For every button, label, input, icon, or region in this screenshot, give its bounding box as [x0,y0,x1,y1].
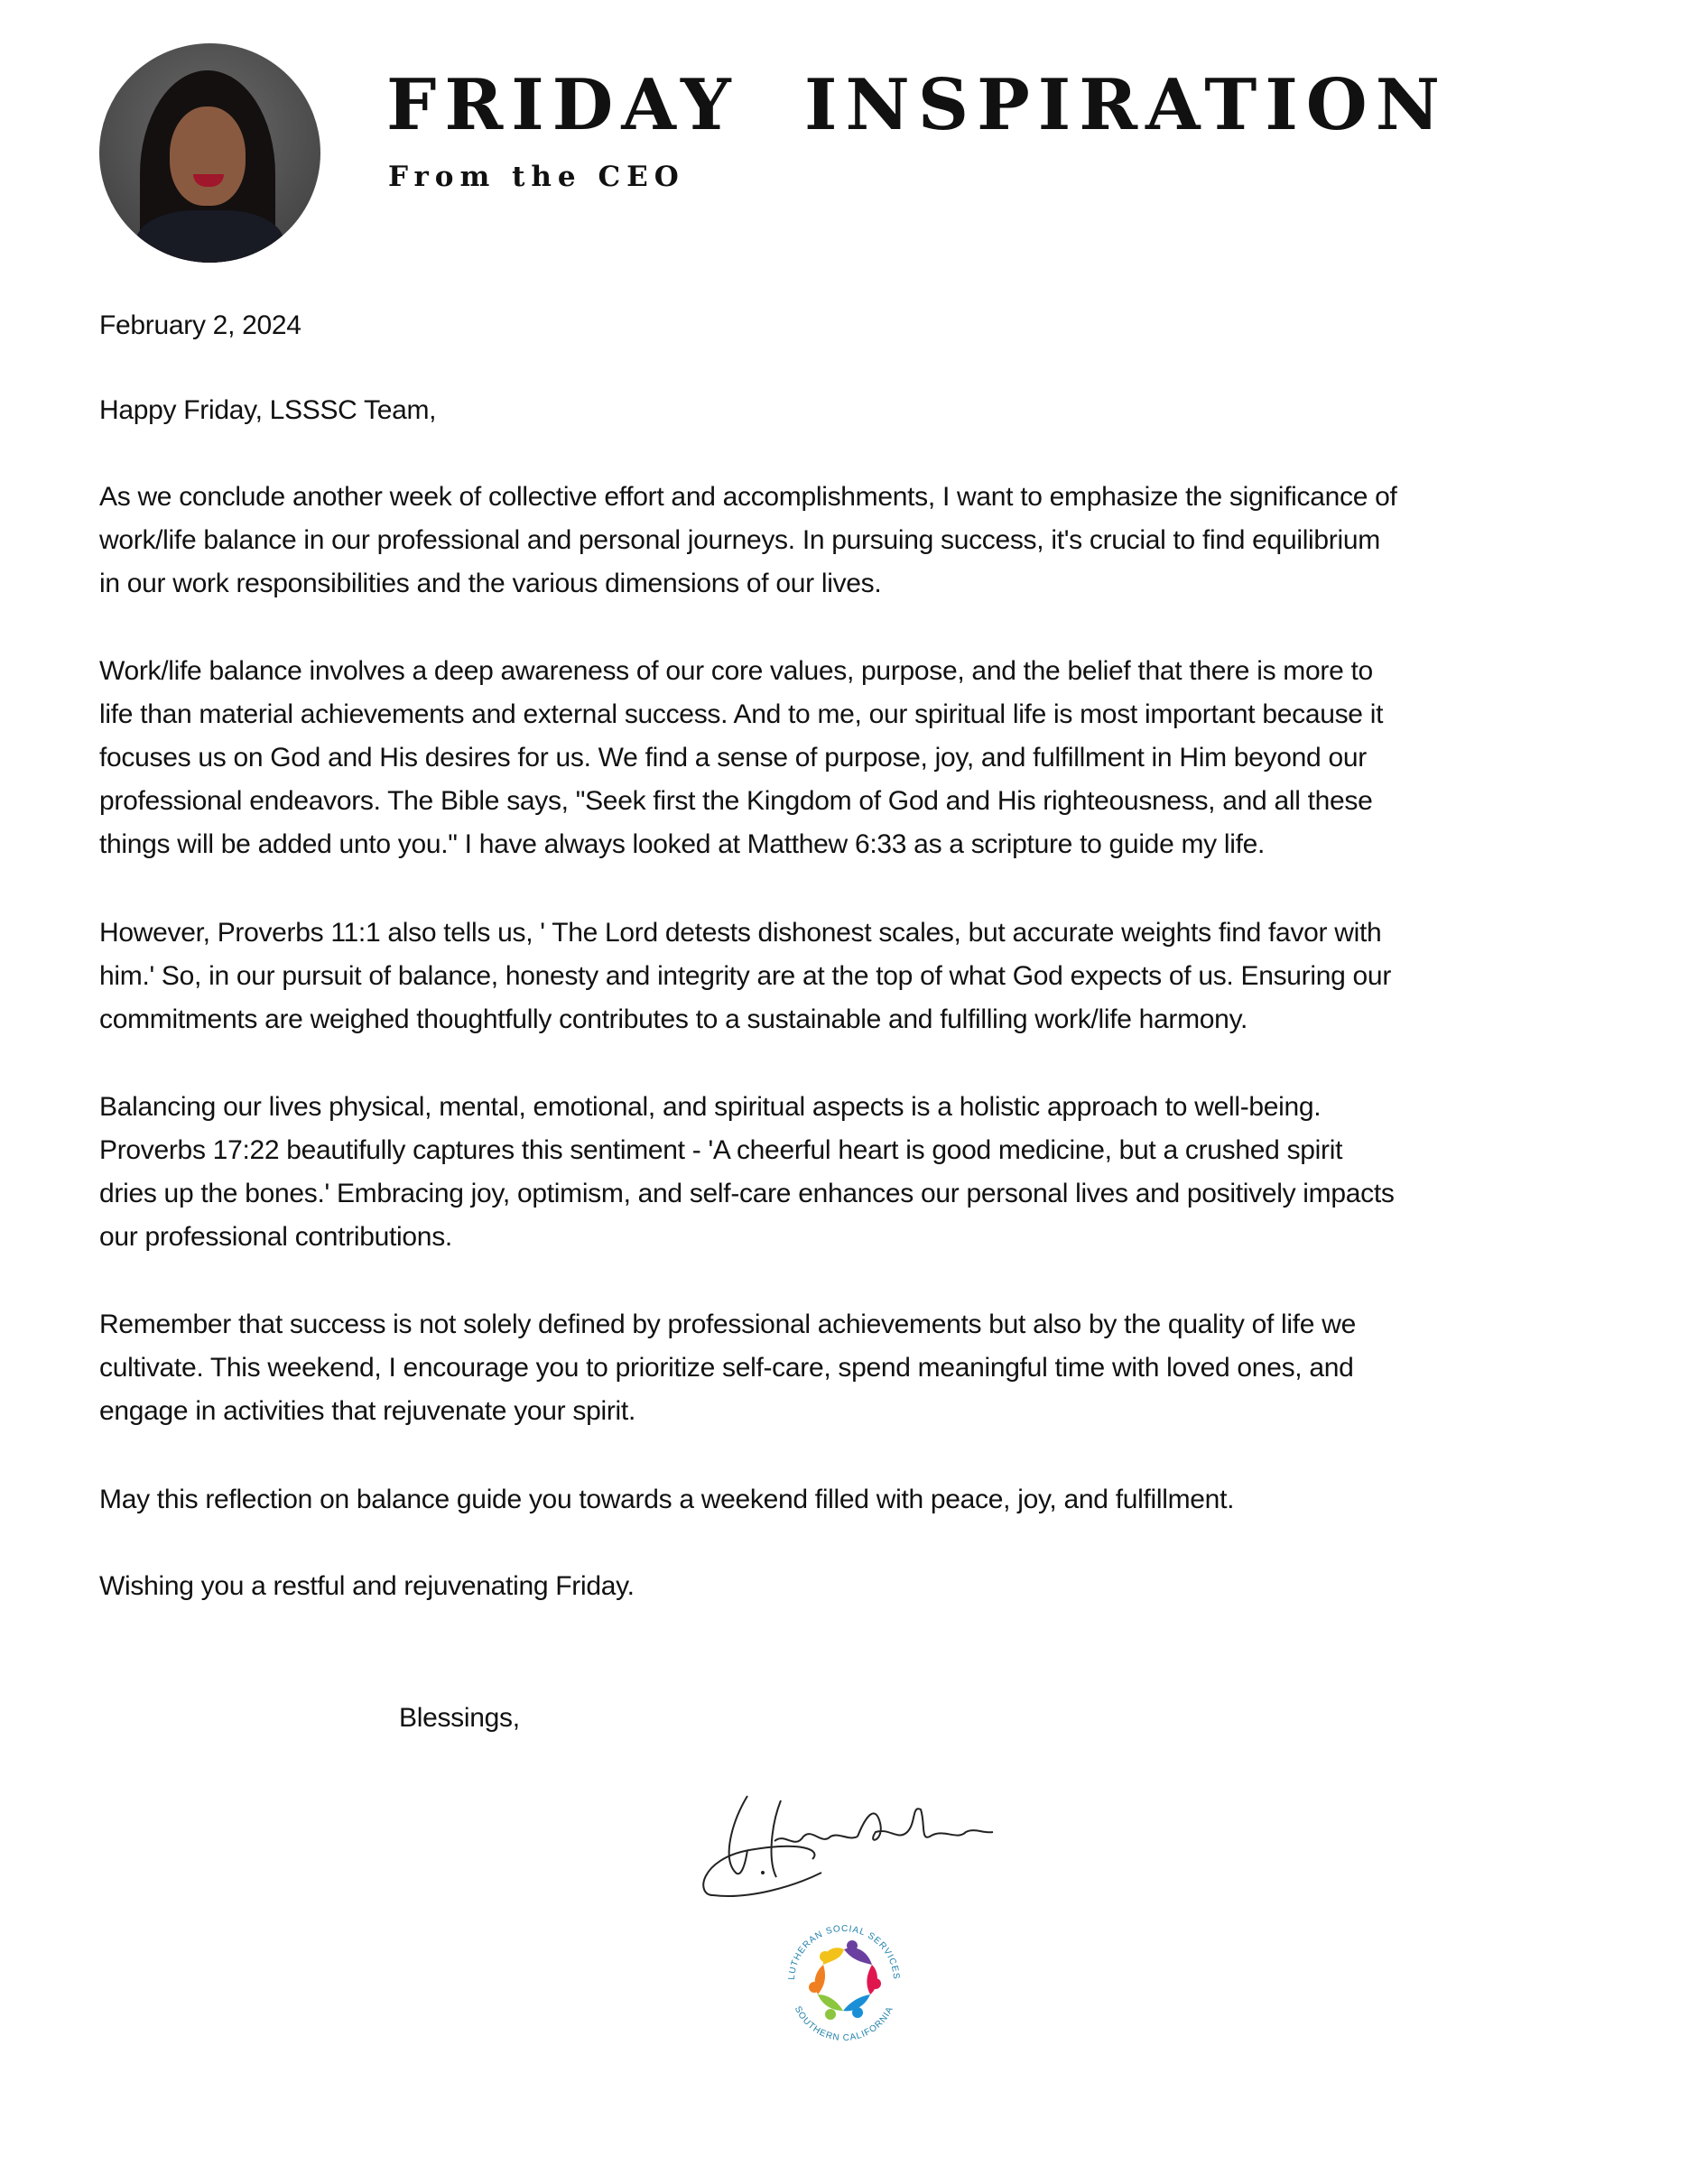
text-line: commitments are weighed thoughtfully contributes to a sustainable and fulfilling work/life harmony. [99,1004,1248,1034]
paragraph-5 [99,1303,1356,1433]
lutheran-social-services-logo [778,1915,910,2047]
text-line: our professional contributions. [99,1222,452,1252]
paragraph-4 [99,1086,1395,1259]
paragraph-3 [99,912,1391,1041]
text-line: cultivate. This weekend, I encourage you to prioritize self-care, spend meaningful time with loved ones, and [99,1353,1354,1383]
signature [695,1787,1002,1909]
letter-date: February 2, 2024 [99,310,301,340]
text-line: However, Proverbs 11:1 also tells us, ' The Lord detests dishonest scales, but accurate weights find favor with [99,918,1382,948]
text-line: engage in activities that rejuvenate your spirit. [99,1396,635,1426]
text-line: life than material achievements and external success. And to me, our spiritual life is most important because it [99,699,1384,729]
page-subtitle: From the CEO [388,161,685,193]
text-line: him.' So, in our pursuit of balance, honesty and integrity are at the top of what God expects of us. Ensuring our [99,961,1392,991]
photo-face [170,106,246,206]
ceo-photo [99,43,320,263]
letter-closing: Blessings, [399,1703,520,1733]
text-line: in our work responsibilities and the various dimensions of our lives. [99,569,882,598]
paragraph-6 [99,1478,1234,1522]
text-line: Remember that success is not solely defined by professional achievements but also by the quality of life we [99,1309,1356,1339]
text-line: May this reflection on balance guide you towards a weekend filled with peace, joy, and fulfillment. [99,1485,1235,1514]
text-line: professional endeavors. The Bible says, "Seek first the Kingdom of God and His righteousness, and all these [99,786,1373,816]
text-line: focuses us on God and His desires for us. We find a sense of purpose, joy, and fulfillment in Him beyond our [99,743,1367,773]
paragraph-7 [99,1565,635,1608]
logo-text-top: LUTHERAN SOCIAL SERVICES [786,1923,902,1981]
text-line: Proverbs 17:22 beautifully captures this sentiment - 'A cheerful heart is good medicine, but a crushed spirit [99,1135,1343,1165]
letter-greeting: Happy Friday, LSSSC Team, [99,395,437,425]
logo-text-bottom: SOUTHERN CALIFORNIA [792,2004,896,2044]
page-title: FRIDAY INSPIRATION [386,64,1449,146]
paragraph-2 [99,650,1383,866]
logo-figures [809,1940,881,2020]
text-line: Work/life balance involves a deep awareness of our core values, purpose, and the belief that there is more to [99,656,1373,686]
text-line: work/life balance in our professional and personal journeys. In pursuing success, it's crucial to find equilibrium [99,525,1380,555]
text-line: Balancing our lives physical, mental, emotional, and spiritual aspects is a holistic approach to well-being. [99,1092,1322,1122]
signature-dot [761,1871,765,1874]
text-line: As we conclude another week of collective effort and accomplishments, I want to emphasize the significance of [99,482,1397,512]
text-line: things will be added unto you." I have always looked at Matthew 6:33 as a scripture to guide my life. [99,829,1266,859]
paragraph-1 [99,476,1397,606]
photo-jacket [135,210,284,263]
text-line: dries up the bones.' Embracing joy, optimism, and self-care enhances our personal lives and positively impacts [99,1179,1395,1208]
text-line: Wishing you a restful and rejuvenating Friday. [99,1571,635,1601]
